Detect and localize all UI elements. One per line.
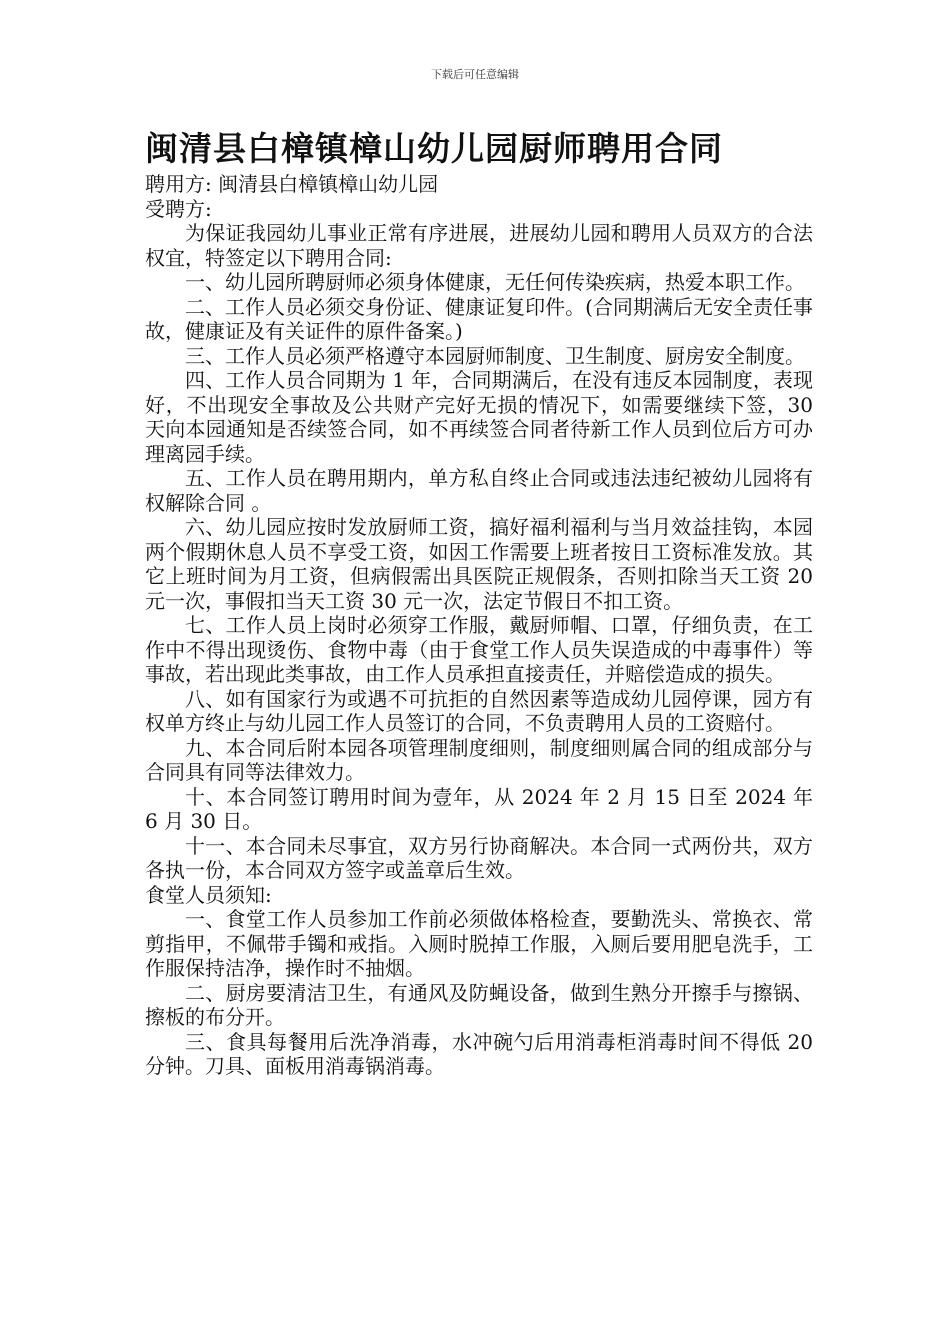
notice-item-3: 三、食具每餐用后洗净消毒，水冲碗勺后用消毒柜消毒时间不得低 20 分钟。刀具、面板用消毒锅消毒。 [145, 1029, 813, 1078]
clause-1: 一、幼儿园所聘厨师必须身体健康，无任何传染疾病，热爱本职工作。 [185, 270, 805, 294]
intro-paragraph: 为保证我园幼儿事业正常有序进展，进展幼儿园和聘用人员双方的合法权宜，特签定以下聘用合同: [145, 221, 813, 270]
page-header-note: 下载后可任意编辑 [431, 68, 519, 81]
employer-line: 聘用方: 闽清县白樟镇樟山幼儿园 [145, 172, 439, 196]
clause-4: 四、工作人员合同期为 1 年，合同期满后，在没有违反本园制度，表现好，不出现安全事故及公共财产完好无损的情况下，如需要继续下签，30 天向本园通知是否续签合同，如不再续签合同者待新工作人员到位后方可办理离园手续。 [145, 368, 813, 466]
clause-3: 三、工作人员必须严格遵守本园厨师制度、卫生制度、厨房安全制度。 [185, 343, 805, 368]
clause-5: 五、工作人员在聘用期内，单方私自终止合同或违法违纪被幼儿园将有权解除合同 。 [145, 466, 813, 515]
notice-item-1: 一、食堂工作人员参加工作前必须做体格检查，要勤洗头、常换衣、常剪指甲，不佩带手镯和戒指。入厕时脱掉工作服，入厕后要用肥皂洗手，工作服保持洁净，操作时不抽烟。 [145, 907, 813, 980]
employee-line: 受聘方: [145, 196, 212, 221]
document-title: 闽清县白樟镇樟山幼儿园厨师聘用合同 [145, 129, 723, 168]
clause-11: 十一、本合同未尽事宜，双方另行协商解决。本合同一式两份共，双方各执一份，本合同双方签字或盖章后生效。 [145, 833, 813, 882]
clause-8: 八、如有国家行为或遇不可抗拒的自然因素等造成幼儿园停课，园方有权单方终止与幼儿园工作人员签订的合同，不负责聘用人员的工资赔付。 [145, 686, 813, 735]
notice-heading: 食堂人员须知: [145, 882, 272, 907]
notice-item-2: 二、厨房要清洁卫生，有通风及防蝇设备，做到生熟分开擦手与擦锅、擦板的布分开。 [145, 980, 813, 1029]
clause-6: 六、幼儿园应按时发放厨师工资，搞好福利福利与当月效益挂钩，本园两个假期休息人员不享受工资，如因工作需要上班者按日工资标准发放。其它上班时间为月工资，但病假需出具医院正规假条，否则扣除当天工资 20 元一次，事假扣当天工资 30 元一次，法定节假日不扣工资。 [145, 515, 813, 613]
clause-10: 十、本合同签订聘用时间为壹年，从 2024 年 2 月 15 日至 2024 年 6 月 30 日。 [145, 784, 813, 833]
clause-7: 七、工作人员上岗时必须穿工作服，戴厨师帽、口罩，仔细负责，在工作中不得出现烫伤、食物中毒（由于食堂工作人员失误造成的中毒事件）等事故，若出现此类事故，由工作人员承担直接责任，并赔偿造成的损失。 [145, 613, 813, 686]
contract-document [145, 126, 813, 1079]
clause-9: 九、本合同后附本园各项管理制度细则，制度细则属合同的组成部分与合同具有同等法律效力。 [145, 735, 813, 784]
clause-2: 二、工作人员必须交身份证、健康证复印件。(合同期满后无安全责任事故，健康证及有关证件的原件备案。) [145, 294, 813, 343]
